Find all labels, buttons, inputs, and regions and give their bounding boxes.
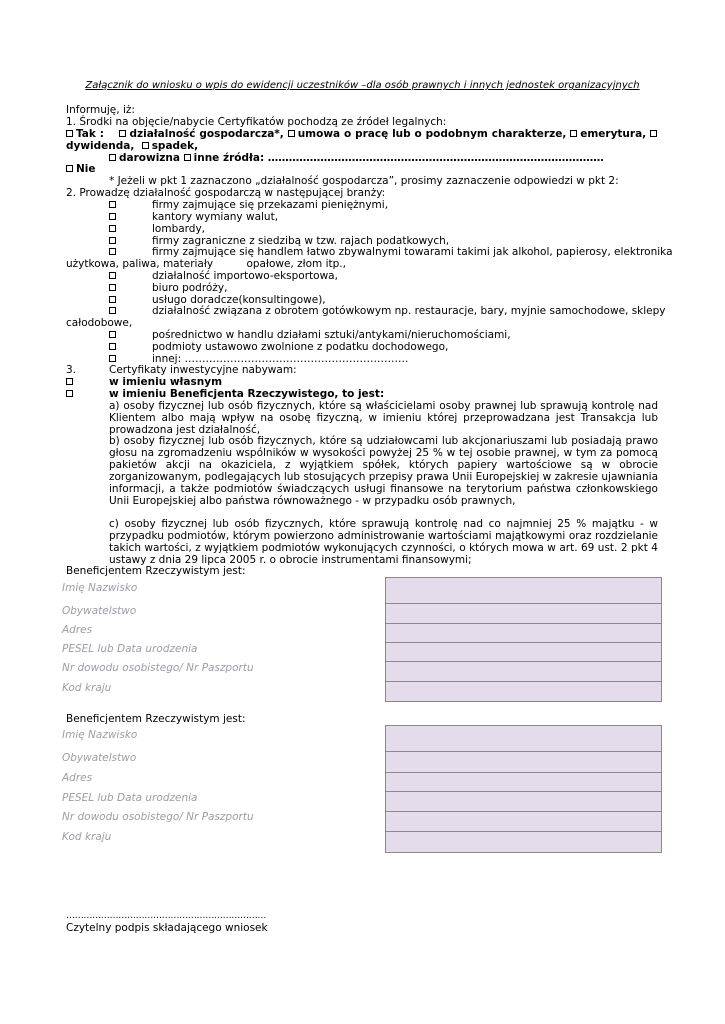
branch-label: działalność importowo-eksportowa, xyxy=(152,270,338,282)
branch-checkbox[interactable] xyxy=(109,355,116,362)
branch-checkbox[interactable] xyxy=(109,331,116,338)
dzialalnosc-label: działalność gospodarcza*, xyxy=(129,128,284,140)
branch-item-11 xyxy=(109,341,449,353)
signature-label: Czytelny podpis składającego wniosek xyxy=(66,922,268,934)
form1-label-name: Imię Nazwisko xyxy=(62,582,138,594)
beneficiary-label: w imieniu Beneficjenta Rzeczywistego, to jest: xyxy=(109,388,385,400)
branch-label: usługo doradcze(konsultingowe), xyxy=(152,294,326,306)
clause-c: c) osoby fizycznej lub osób fizycznych, które sprawują kontrolę nad co najmniej 25 % majątku - w przypadku podmiotów, którym powierzono administrowanie wartościami majątkowymi oraz rozdzielanie takich wartości, z wyjątkiem podmiotów wykonujących czynności, o których mowa w art. 69 ust. 2 pkt 4 ustawy z dnia 29 lipca 2005 r. o obrocie instrumentami finansowymi; xyxy=(109,518,658,566)
dzialalnosc-checkbox[interactable] xyxy=(119,130,126,137)
tak-label: Tak : xyxy=(76,128,104,140)
spadek-checkbox[interactable] xyxy=(142,142,149,149)
branch-checkbox[interactable] xyxy=(109,307,116,314)
nie-checkbox[interactable] xyxy=(66,165,73,172)
form2-label-name: Imię Nazwisko xyxy=(62,729,138,741)
emerytura-label: emerytura, xyxy=(580,128,647,140)
form1-label-id: Nr dowodu osobistego/ Nr Paszportu xyxy=(62,662,254,674)
umowa-checkbox[interactable] xyxy=(288,130,295,137)
branch-checkbox[interactable] xyxy=(109,272,116,279)
branch-label: firmy zajmujące się handlem łatwo zbywalnymi towarami takimi jak alkohol, papierosy, elektronika xyxy=(152,246,673,258)
inne-label: inne źródła: …………………………………………………………………………………… xyxy=(193,152,604,164)
form1-label-citizenship: Obywatelstwo xyxy=(62,605,137,617)
branch-label: biuro podróży, xyxy=(152,282,228,294)
beneficiary-checkbox[interactable] xyxy=(66,390,73,397)
branch-label: kantory wymiany walut, xyxy=(152,211,279,223)
beneficiary-option xyxy=(66,388,76,400)
branch-checkbox[interactable] xyxy=(109,296,116,303)
branch-item-9-cont: całodobowe, xyxy=(66,317,133,329)
branch-item-9 xyxy=(109,305,666,317)
form2-name-field[interactable] xyxy=(385,725,662,752)
form2-pesel-field[interactable] xyxy=(385,791,662,812)
branch-label: podmioty ustawowo zwolnione z podatku dochodowego, xyxy=(152,341,449,353)
branch-item-7 xyxy=(109,282,228,294)
branch-item-1 xyxy=(109,199,389,211)
form1-label-country: Kod kraju xyxy=(62,682,112,694)
branch-label: innej: ………………………………………………………. xyxy=(152,353,409,365)
clause-b: b) osoby fizycznej lub osób fizycznych, które są udziałowcami lub akcjonariuszami lub posiadają prawo głosu na zgromadzeniu wspólników w wysokości powyżej 25 % w tej osobie prawnej, w tym za pomocą pakietów akcji na okaziciela, z wyjątkiem spółek, których papiery wartościowe są w obrocie zorganizowanym, podlegających lub stosujących przepisy prawa Unii Europejskiej w zakresie ujawniania informacji, a także podmiotów świadczących usługi finansowe na terytorium państwa członkowskiego Unii Europejskiej albo państwa równoważnego - w przypadku osób prawnych, xyxy=(109,435,658,507)
document-header: Załącznik do wniosku o wpis do ewidencji uczestników –dla osób prawnych i innych jednostek organizacyjnych xyxy=(85,80,640,91)
own-behalf-checkbox[interactable] xyxy=(66,378,73,385)
branch-label: firmy zajmujące się przekazami pieniężnymi, xyxy=(152,199,389,211)
branch-label: działalność związana z obrotem gotówkowym np. restauracje, bary, myjnie samochodowe, sklepy xyxy=(152,305,666,317)
form2-citizenship-field[interactable] xyxy=(385,751,662,773)
form2-label-id: Nr dowodu osobistego/ Nr Paszportu xyxy=(62,811,254,823)
section1-options-row1 xyxy=(66,128,660,152)
branch-item-3 xyxy=(109,223,206,235)
form1-id-field[interactable] xyxy=(385,661,662,682)
branch-label: lombardy, xyxy=(152,223,206,235)
form1-pesel-field[interactable] xyxy=(385,642,662,662)
branch-label: pośrednictwo w handlu działami sztuki/antykami/nieruchomościami, xyxy=(152,329,511,341)
section2-title: 2. Prowadzę działalność gospodarczą w następującej branży: xyxy=(66,187,386,199)
inne-checkbox[interactable] xyxy=(184,154,191,161)
form2-address-field[interactable] xyxy=(385,772,662,792)
form2-label-citizenship: Obywatelstwo xyxy=(62,752,137,764)
branch-checkbox[interactable] xyxy=(109,343,116,350)
branch-checkbox[interactable] xyxy=(109,248,116,255)
form2-country-field[interactable] xyxy=(385,831,662,853)
branch-checkbox[interactable] xyxy=(109,284,116,291)
spadek-label: spadek, xyxy=(151,140,199,152)
tak-checkbox[interactable] xyxy=(66,130,73,137)
own-behalf-label: w imieniu własnym xyxy=(109,376,223,388)
section3-title: Certyfikaty inwestycyjne nabywam: xyxy=(109,364,297,376)
section1-title: 1. Środki na objęcie/nabycie Certyfikatów pochodzą ze źródeł legalnych: xyxy=(66,116,447,128)
umowa-label: umowa o pracę lub o podobnym charakterze, xyxy=(297,128,567,140)
form2-id-field[interactable] xyxy=(385,811,662,832)
signature-line[interactable]: …………………………………………………………… xyxy=(66,911,267,921)
clause-a: a) osoby fizycznej lub osób fizycznych, które są właścicielami osoby prawnej lub sprawują kontrolę nad Klientem albo mają wpływ na osobę fizyczną, w imieniu której przeprowadzana jest Transakcja lub prowadzona jest działalność, xyxy=(109,400,658,436)
dywidenda-checkbox-pre[interactable] xyxy=(650,130,657,137)
branch-item-10 xyxy=(109,329,511,341)
branch-checkbox[interactable] xyxy=(109,237,116,244)
nie-option xyxy=(66,163,96,175)
form2-label-address: Adres xyxy=(62,772,93,784)
branch-checkbox[interactable] xyxy=(109,201,116,208)
form1-label-pesel: PESEL lub Data urodzenia xyxy=(62,643,198,655)
own-behalf-option xyxy=(66,376,76,388)
branch-checkbox[interactable] xyxy=(109,213,116,220)
form2-label-country: Kod kraju xyxy=(62,831,112,843)
form1-title: Beneficjentem Rzeczywistym jest: xyxy=(66,565,246,577)
branch-checkbox[interactable] xyxy=(109,225,116,232)
section1-options-row2 xyxy=(109,152,604,164)
branch-item-6 xyxy=(109,270,338,282)
form1-name-field[interactable] xyxy=(385,577,662,604)
darowizna-label: darowizna xyxy=(119,152,180,164)
dywidenda-label: dywidenda, xyxy=(66,140,135,152)
form1-label-address: Adres xyxy=(62,624,93,636)
intro-text: Informuję, iż: xyxy=(66,104,135,116)
branch-label: firmy zagraniczne z siedzibą w tzw. rajach podatkowych, xyxy=(152,235,450,247)
form1-citizenship-field[interactable] xyxy=(385,603,662,624)
form2-label-pesel: PESEL lub Data urodzenia xyxy=(62,792,198,804)
emerytura-checkbox[interactable] xyxy=(570,130,577,137)
nie-label: Nie xyxy=(76,163,96,175)
form1-country-field[interactable] xyxy=(385,681,662,702)
section3-number: 3. xyxy=(66,364,77,376)
section1-note: * Jeżeli w pkt 1 zaznaczono „działalność gospodarcza”, prosimy zaznaczenie odpowiedzi w pkt 2: xyxy=(109,175,619,187)
branch-item-5 xyxy=(109,246,673,258)
form1-address-field[interactable] xyxy=(385,623,662,643)
darowizna-checkbox[interactable] xyxy=(109,154,116,161)
branch-item-2 xyxy=(109,211,279,223)
branch-item-5-cont: użytkowa, paliwa, materiały opałowe, złom itp., xyxy=(66,258,346,270)
form2-title: Beneficjentem Rzeczywistym jest: xyxy=(66,713,246,725)
